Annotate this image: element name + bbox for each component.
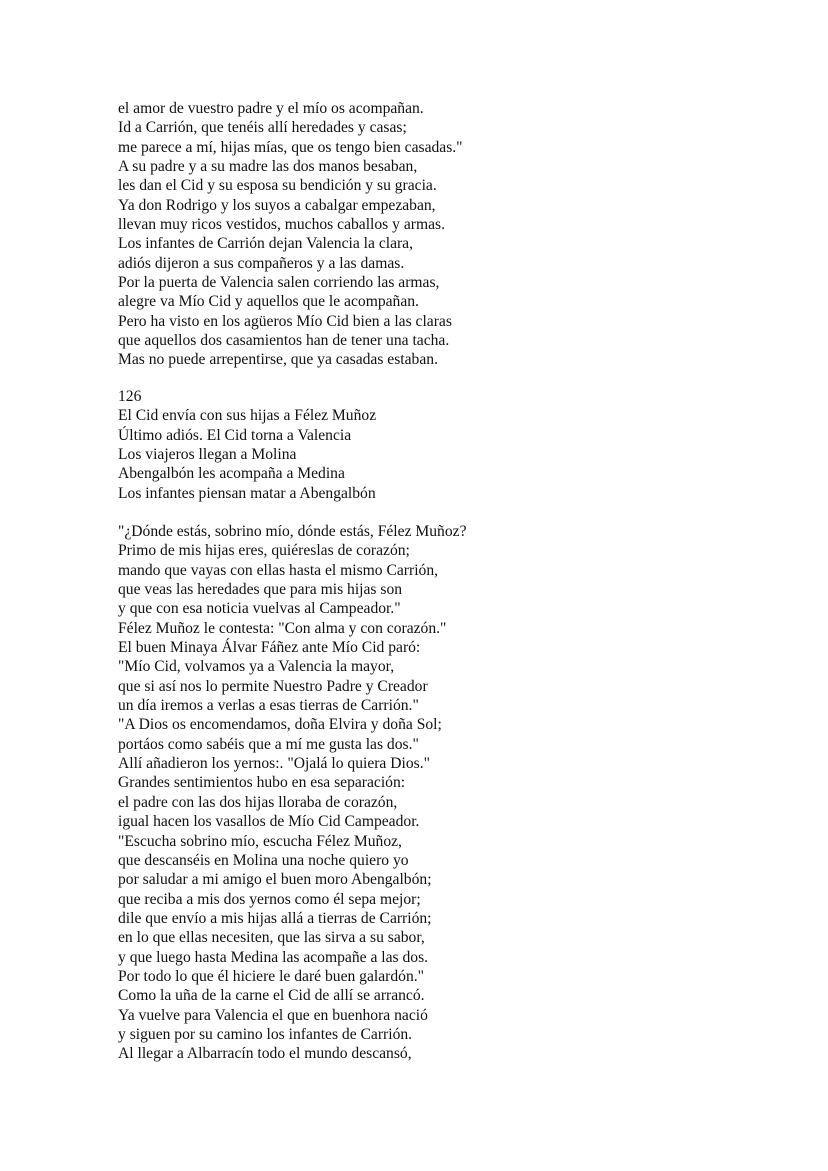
- verse-line: portáos como sabéis que a mí me gusta las dos.": [118, 735, 419, 753]
- verse-line: igual hacen los vasallos de Mío Cid Campeador.: [118, 813, 420, 831]
- verse-line: y que luego hasta Medina las acompañe a las dos.: [118, 948, 429, 966]
- verse-line: el amor de vuestro padre y el mío os acompañan.: [118, 100, 424, 117]
- verse-line: El buen Minaya Álvar Fáñez ante Mío Cid paró:: [118, 639, 421, 657]
- section-summary-line: Los viajeros llegan a Molina: [118, 446, 297, 464]
- verse-line: Grandes sentimientos hubo en esa separación:: [118, 774, 406, 792]
- verse-line: adiós dijeron a sus compañeros y a las damas.: [118, 254, 405, 272]
- verse-line: que veas las heredades que para mis hijas son: [118, 581, 403, 599]
- verse-line: Al llegar a Albarracín todo el mundo descansó,: [118, 1045, 412, 1063]
- verse-line: Por la puerta de Valencia salen corriendo las armas,: [118, 274, 440, 292]
- verse-line: Allí añadieron los yernos:. "Ojalá lo quiera Dios.": [118, 755, 430, 773]
- verse-stanza-3: [118, 522, 798, 1064]
- verse-line: Los infantes de Carrión dejan Valencia la clara,: [118, 235, 414, 253]
- section-summary-line: Abengalbón les acompaña a Medina: [118, 465, 345, 483]
- verse-stanza-1: [118, 99, 798, 370]
- verse-line: Ya don Rodrigo y los suyos a cabalgar empezaban,: [118, 196, 436, 214]
- section-summary-line: El Cid envía con sus hijas a Félez Muñoz: [118, 407, 377, 425]
- verse-line: que reciba a mis dos yernos como él sepa mejor;: [118, 890, 421, 908]
- verse-line: que si así nos lo permite Nuestro Padre y Creador: [118, 677, 428, 695]
- verse-line: y siguen por su camino los infantes de Carrión.: [118, 1025, 413, 1043]
- verse-line: Primo de mis hijas eres, quiéreslas de corazón;: [118, 542, 410, 560]
- verse-line: "¿Dónde estás, sobrino mío, dónde estás, Félez Muñoz?: [118, 523, 467, 540]
- verse-line: "A Dios os encomendamos, doña Elvira y doña Sol;: [118, 716, 442, 734]
- section-summary-line: Los infantes piensan matar a Abengalbón: [118, 484, 376, 502]
- verse-line: Como la uña de la carne el Cid de allí se arrancó.: [118, 987, 425, 1005]
- verse-line: Ya vuelve para Valencia el que en buenhora nació: [118, 1006, 428, 1024]
- verse-line: mando que vayas con ellas hasta el mismo Carrión,: [118, 561, 439, 579]
- verse-line: me parece a mí, hijas mías, que os tengo bien casadas.": [118, 138, 463, 156]
- verse-line: que descanséis en Molina una noche quiero yo: [118, 851, 409, 869]
- verse-line: "Escucha sobrino mío, escucha Félez Muñoz,: [118, 832, 402, 850]
- verse-line: A su padre y a su madre las dos manos besaban,: [118, 158, 418, 176]
- verse-line: Pero ha visto en los agüeros Mío Cid bien a las claras: [118, 312, 452, 330]
- section-number: 126: [118, 388, 142, 405]
- verse-line: que aquellos dos casamientos han de tener una tacha.: [118, 332, 450, 350]
- verse-line: Por todo lo que él hiciere le daré buen galardón.": [118, 967, 425, 985]
- verse-line: el padre con las dos hijas lloraba de corazón,: [118, 793, 398, 811]
- verse-line: llevan muy ricos vestidos, muchos caballos y armas.: [118, 216, 445, 234]
- verse-line: Id a Carrión, que tenéis allí heredades y casas;: [118, 119, 407, 137]
- verse-line: un día iremos a verlas a esas tierras de Carrión.": [118, 697, 419, 715]
- verse-line: les dan el Cid y su esposa su bendición y su gracia.: [118, 177, 437, 195]
- verse-line: Mas no puede arrepentirse, que ya casadas estaban.: [118, 351, 438, 369]
- verse-line: por saludar a mi amigo el buen moro Abengalbón;: [118, 871, 432, 889]
- verse-line: "Mío Cid, volvamos ya a Valencia la mayor,: [118, 658, 395, 676]
- verse-line: Félez Muñoz le contesta: "Con alma y con corazón.": [118, 619, 447, 637]
- verse-line: dile que envío a mis hijas allá a tierras de Carrión;: [118, 909, 432, 927]
- verse-line: en lo que ellas necesiten, que las sirva a su sabor,: [118, 929, 425, 947]
- verse-line: y que con esa noticia vuelvas al Campeador.": [118, 600, 401, 618]
- verse-line: alegre va Mío Cid y aquellos que le acompañan.: [118, 293, 419, 311]
- section-summary-line: Último adiós. El Cid torna a Valencia: [118, 426, 352, 444]
- section-heading-block: [118, 387, 798, 503]
